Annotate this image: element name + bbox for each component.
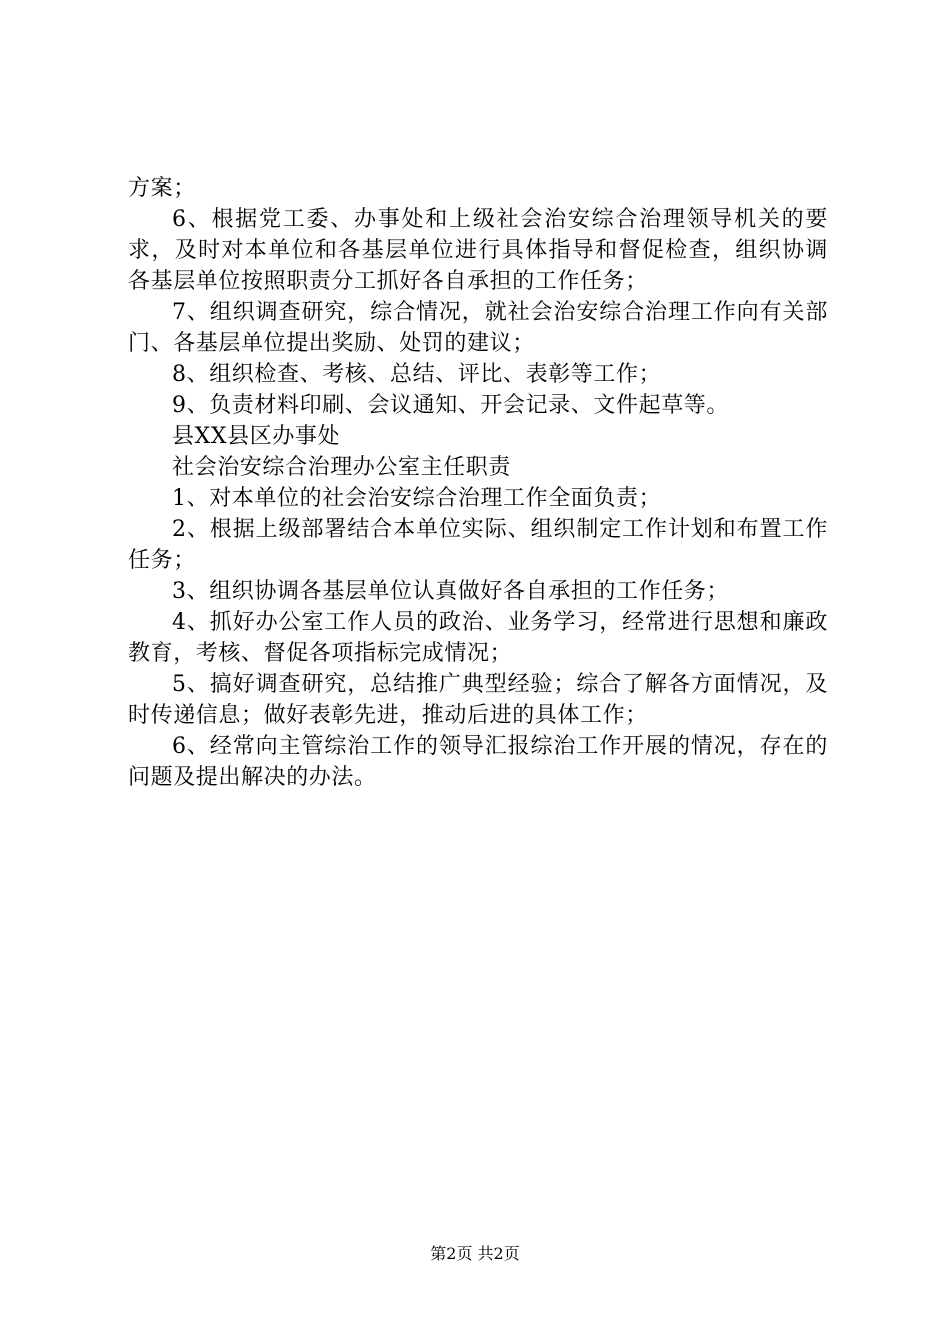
document-body xyxy=(128,173,828,793)
duty-item-6: 6、经常向主管综治工作的领导汇报综治工作开展的情况，存在的问题及提出解决的办法。 xyxy=(128,734,828,790)
section-title: 社会治安综合治理办公室主任职责 xyxy=(172,455,512,480)
duty-item-2: 2、根据上级部署结合本单位实际、组织制定工作计划和布置工作任务； xyxy=(128,517,828,573)
paragraph-item-6: 6、根据党工委、办事处和上级社会治安综合治理领导机关的要求，及时对本单位和各基层单位进行具体指导和督促检查，组织协调各基层单位按照职责分工抓好各自承担的工作任务； xyxy=(128,207,828,294)
duty-item-4: 4、抓好办公室工作人员的政治、业务学习，经常进行思想和廉政教育，考核、督促各项指标完成情况； xyxy=(128,610,828,666)
paragraph-item-9: 9、负责材料印刷、会议通知、开会记录、文件起草等。 xyxy=(172,393,729,418)
paragraph-continuation: 方案； xyxy=(128,176,196,201)
duty-item-5: 5、搞好调查研究，总结推广典型经验；综合了解各方面情况，及时传递信息；做好表彰先进，推动后进的具体工作； xyxy=(128,672,828,728)
office-name-line: 县XX县区办事处 xyxy=(172,424,341,449)
page-number-label: 第2页 共2页 xyxy=(430,1244,520,1263)
page-footer xyxy=(0,1243,950,1265)
paragraph-item-8: 8、组织检查、考核、总结、评比、表彰等工作； xyxy=(172,362,662,387)
paragraph-item-7: 7、组织调查研究，综合情况，就社会治安综合治理工作向有关部门、各基层单位提出奖励、处罚的建议； xyxy=(128,300,828,356)
duty-item-3: 3、组织协调各基层单位认真做好各自承担的工作任务； xyxy=(172,579,729,604)
duty-item-1: 1、对本单位的社会治安综合治理工作全面负责； xyxy=(172,486,662,511)
